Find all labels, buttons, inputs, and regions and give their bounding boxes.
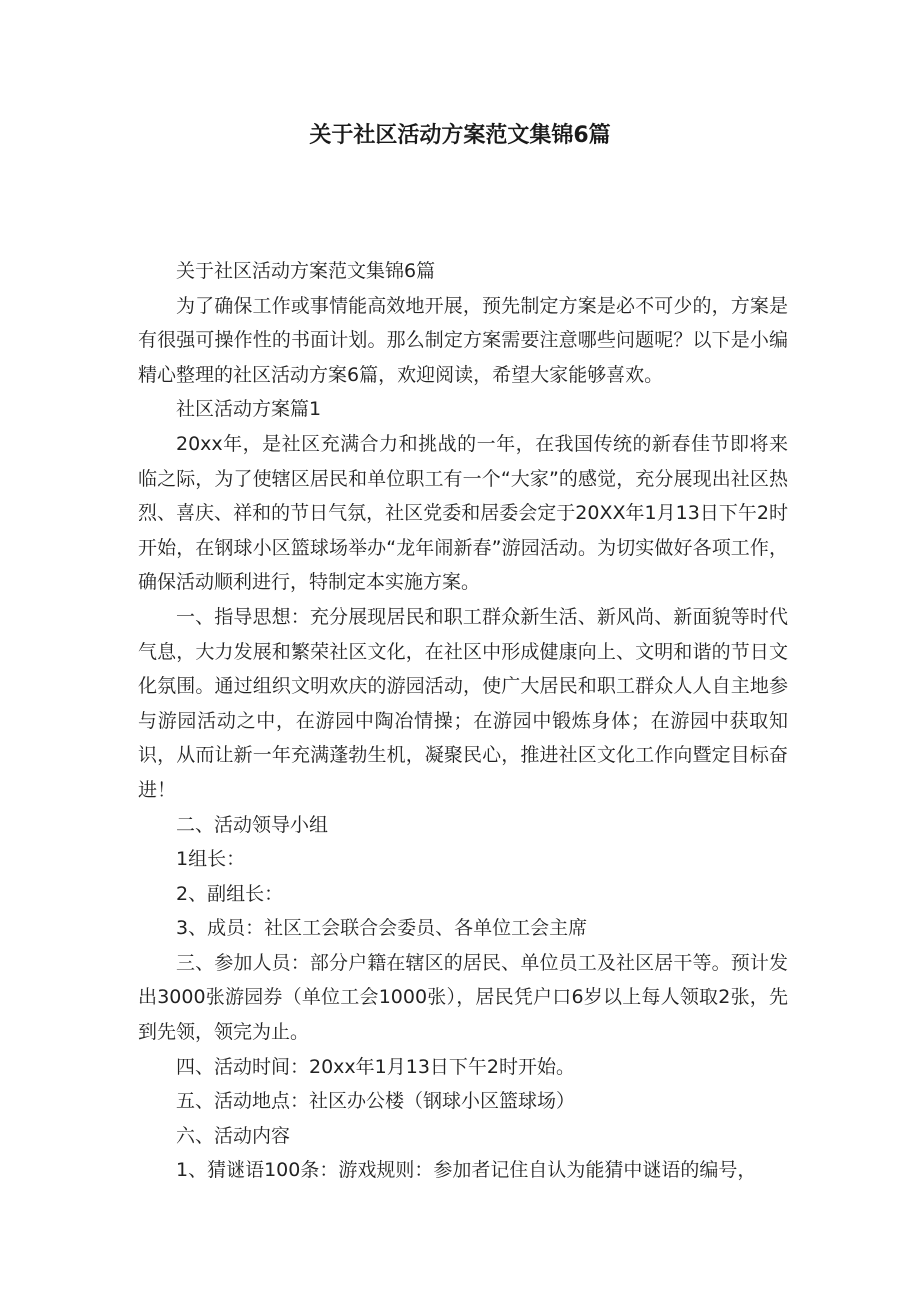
paragraph-members: 3、成员：社区工会联合会委员、各单位工会主席	[176, 917, 588, 940]
paragraph-content-heading: 六、活动内容	[176, 1124, 291, 1147]
paragraph-guiding-ideology: 一、指导思想：充分展现居民和职工群众新生活、新风尚、新面貌等时代气息，大力发展和繁荣社区文化，在社区中形成健康向上、文明和谐的节日文化氛围。通过组织文明欢庆的游园活动，使广大居民和职工群众人人自主地参与游园活动之中，在游园中陶冶情操；在游园中锻炼身体；在游园中获取知识，从而让新一年充满蓬勃生机，凝聚民心，推进社区文化工作向暨定目标奋进！	[138, 605, 788, 801]
paragraph-deputy-leader: 2、副组长：	[176, 882, 284, 905]
paragraph-group-leader: 1组长：	[176, 848, 246, 871]
paragraph-heading: 关于社区活动方案范文集锦6篇	[176, 260, 436, 282]
paragraph-participants: 三、参加人员：部分户籍在辖区的居民、单位员工及社区居干等。预计发出3000张游园券（单位工会1000张），居民凭户口6岁以上每人领取2张，先到先领，领完为止。	[138, 951, 788, 1044]
document-title: 关于社区活动方案范文集锦6篇	[309, 123, 611, 148]
paragraph-leadership-group: 二、活动领导小组	[176, 813, 329, 836]
section-heading-plan-1: 社区活动方案篇1	[176, 398, 322, 421]
paragraph-intro: 为了确保工作或事情能高效地开展，预先制定方案是必不可少的，方案是有很强可操作性的书面计划。那么制定方案需要注意哪些问题呢？以下是小编精心整理的社区活动方案6篇，欢迎阅读，希望大家能够喜欢。	[138, 294, 788, 386]
document-body	[138, 254, 788, 1188]
paragraph-location: 五、活动地点：社区办公楼（钢球小区篮球场）	[176, 1090, 576, 1113]
paragraph-background: 20xx年，是社区充满合力和挑战的一年，在我国传统的新春佳节即将来临之际，为了使辖区居民和单位职工有一个“大家”的感觉，充分展现出社区热烈、喜庆、祥和的节日气氛，社区党委和居委会定于20XX年1月13日下午2时开始，在钢球小区篮球场举办“龙年闹新春”游园活动。为切实做好各项工作，确保活动顺利进行，特制定本实施方案。	[138, 432, 788, 594]
paragraph-riddles: 1、猜谜语100条：游戏规则：参加者记住自认为能猜中谜语的编号，	[176, 1159, 757, 1182]
paragraph-time: 四、活动时间：20xx年1月13日下午2时开始。	[176, 1055, 576, 1078]
